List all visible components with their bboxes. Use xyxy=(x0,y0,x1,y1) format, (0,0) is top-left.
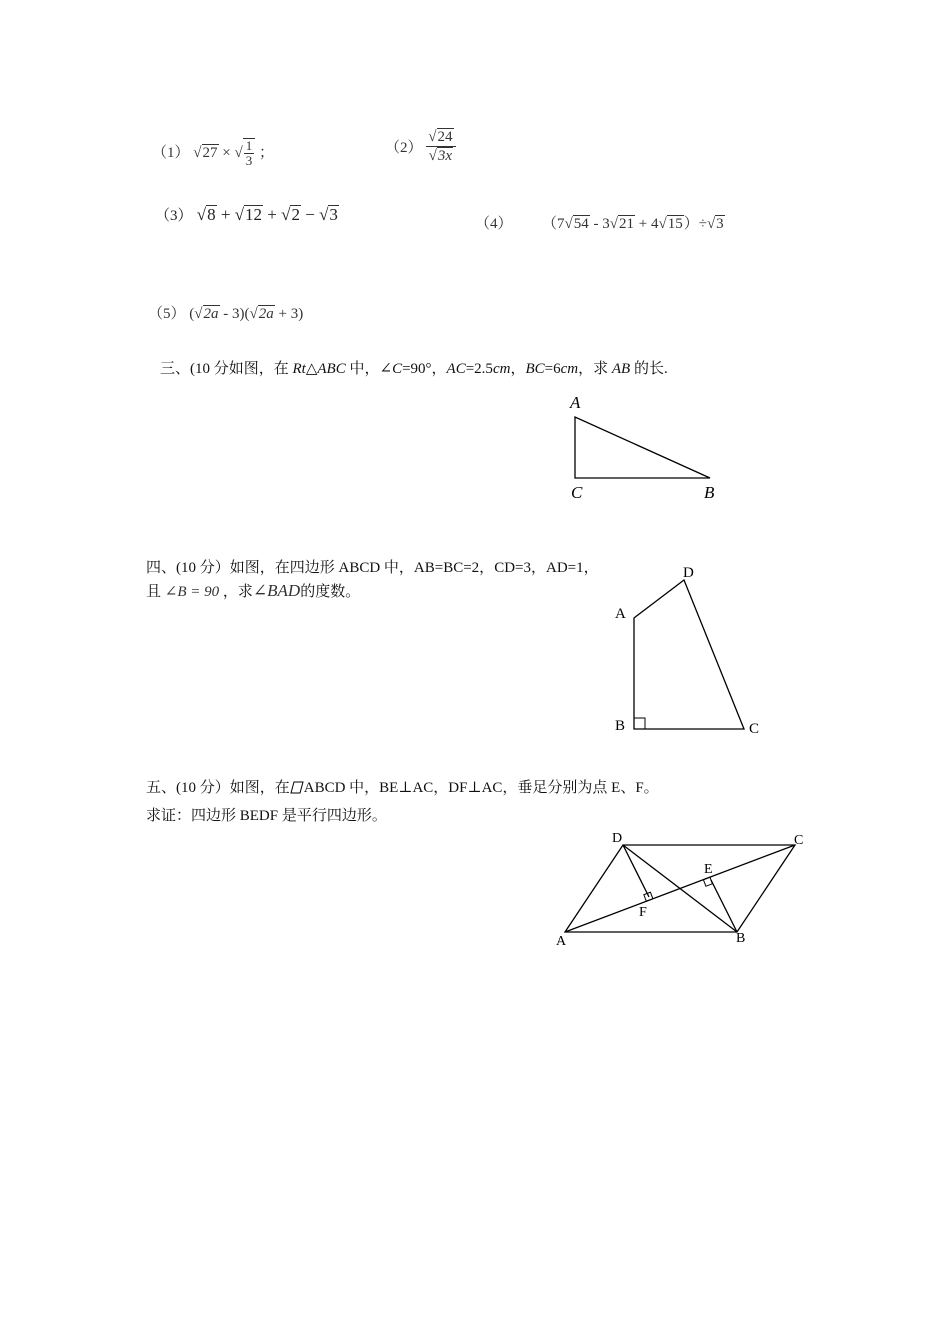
denominator-radicand: 3x xyxy=(437,148,453,164)
q3-text-d: =2.5 xyxy=(465,361,493,377)
vertex-label-d: D xyxy=(612,831,623,846)
foot-label-e: E xyxy=(704,862,713,877)
radicand-21: 21 xyxy=(619,216,634,232)
q3-bc: BC xyxy=(525,361,545,377)
vertex-label-b: B xyxy=(704,483,715,502)
q4-text-a: 且 xyxy=(146,584,162,600)
minus-sign: − xyxy=(305,205,315,224)
problem-5: （5） (√2a - 3)(√2a + 3) xyxy=(148,306,304,322)
vertex-label-c: C xyxy=(571,483,583,502)
expr-part1: ( xyxy=(189,306,195,322)
radicand-2a-b: 2a xyxy=(258,306,274,322)
q3-ab: AB xyxy=(611,361,631,377)
radicand-54: 54 xyxy=(573,216,589,232)
radicand-2: 2 xyxy=(291,205,300,224)
vertex-label-d: D xyxy=(683,565,694,581)
fraction-denominator: 3 xyxy=(245,153,253,169)
problem-4: （4） （7√54 - 3√21 + 4√15）÷√3 xyxy=(475,216,724,232)
q5-text-b: ABCD 中，BE⊥AC，DF⊥AC，垂足分别为点 E、F。 xyxy=(303,780,659,796)
q3-cm1: cm xyxy=(492,361,511,377)
expr-part2: - 3)( xyxy=(219,306,250,322)
triangle-symbol: △ xyxy=(305,361,318,377)
vertex-label-a: A xyxy=(556,934,567,949)
vertex-label-a: A xyxy=(615,606,626,622)
expr-mid2: + 4 xyxy=(635,216,659,232)
expr-close: ）÷ xyxy=(683,216,707,232)
q3-text-b: 中，∠ xyxy=(345,361,393,377)
q3-text-e: ， xyxy=(510,361,526,377)
radicand-3: 3 xyxy=(329,205,338,224)
radicand-15: 15 xyxy=(667,216,683,232)
expr-open: （7 xyxy=(542,216,565,232)
radicand-27: 27 xyxy=(202,145,218,162)
section-5-question-line2: 求证：四边形 BEDF 是平行四边形。 xyxy=(146,808,387,824)
section-5-question-line1 xyxy=(146,776,659,799)
problem-1: （1） √27 × √ $\frac{1}{3}$ ； xyxy=(152,138,274,169)
parallelogram-figure xyxy=(550,825,810,950)
problem-2-label: （2） xyxy=(385,140,423,156)
plus-sign: + xyxy=(267,205,277,224)
radicand-12: 12 xyxy=(245,205,263,224)
problem-3: （3） √8 + √12 + √2 − √3 xyxy=(155,205,338,224)
radicand-3b: 3 xyxy=(716,216,724,232)
angle-b-expr: ∠B = 90 xyxy=(164,584,220,600)
radicand-2a: 2a xyxy=(203,306,219,322)
problem-5-label: （5） xyxy=(148,306,186,322)
q3-ac: AC xyxy=(446,361,466,377)
vertex-label-b: B xyxy=(615,718,626,734)
section-4-question-line1: 四、(10 分）如图，在四边形 ABCD 中，AB=BC=2，CD=3，AD=1， xyxy=(146,560,599,576)
foot-label-f: F xyxy=(639,905,647,920)
fraction-numerator: 1 xyxy=(245,138,253,153)
q4-text-c: 的度数。 xyxy=(300,584,361,600)
radicand-8: 8 xyxy=(207,205,216,224)
q3-text-h: 的长. xyxy=(630,361,668,377)
section-4-question-line2 xyxy=(146,580,360,601)
vertex-label-c: C xyxy=(794,833,804,848)
expr-part3: + 3) xyxy=(274,306,304,322)
expr-mid1: - 3 xyxy=(589,216,610,232)
quadrilateral-figure xyxy=(605,560,770,742)
plus-sign: + xyxy=(220,205,231,224)
parallelogram-symbol xyxy=(290,781,304,799)
vertex-label-c: C xyxy=(749,721,760,737)
problem-2: （2） $\frac{√24}{√3x}$ xyxy=(385,128,456,165)
semicolon: ； xyxy=(258,145,274,162)
q3-rt: Rt xyxy=(292,361,306,377)
vertex-label-a: A xyxy=(570,393,581,412)
q4-text-b: ，求 xyxy=(222,584,253,600)
section-3-question xyxy=(160,357,668,378)
times-sign: × xyxy=(222,145,231,162)
numerator-radicand: 24 xyxy=(437,129,453,145)
right-triangle-figure xyxy=(560,388,730,506)
problem-1-label: （1） xyxy=(152,145,190,162)
q3-c: C xyxy=(392,361,403,377)
q3-text-g: ，求 xyxy=(578,361,612,377)
q3-cm2: cm xyxy=(560,361,579,377)
angle-bad-expr: ∠BAD xyxy=(252,581,301,600)
vertex-label-b: B xyxy=(736,931,746,946)
q3-text-a: 三、(10 分如图，在 xyxy=(160,361,293,377)
q3-text-c: =90°， xyxy=(402,361,447,377)
problem-4-label: （4） xyxy=(475,216,513,232)
problem-3-label: （3） xyxy=(155,208,193,224)
q5-text-a: 五、(10 分）如图，在 xyxy=(146,780,290,796)
q3-text-f: =6 xyxy=(544,361,561,377)
q3-abc: ABC xyxy=(317,361,346,377)
